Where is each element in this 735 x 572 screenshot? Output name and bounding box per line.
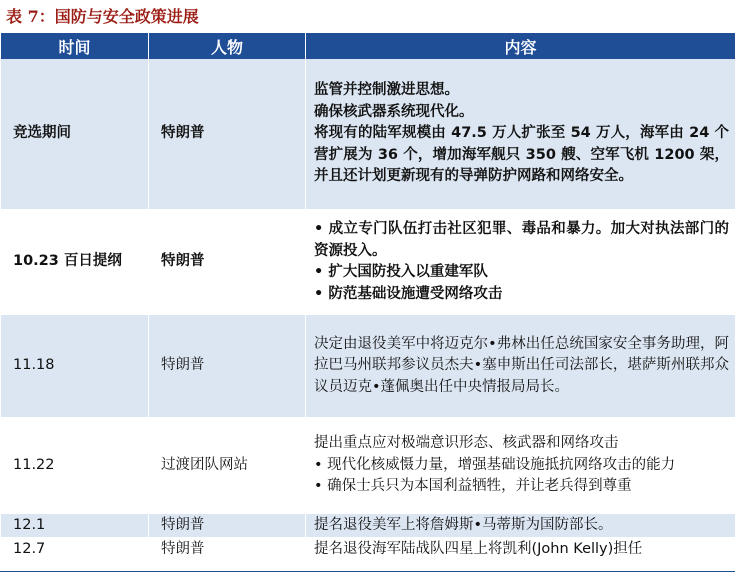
content-line: 提名退役海军陆战队四星上将凯利(John Kelly)担任 (314, 541, 643, 558)
table-caption: 表 7：国防与安全政策进展 (6, 7, 199, 26)
table-row (1, 59, 735, 210)
cell-time: 11.18 (1, 315, 149, 418)
cell-content (306, 514, 735, 538)
table-row (1, 538, 735, 563)
cell-person: 特朗普 (149, 538, 306, 563)
content-line: 确保核武器系统现代化。 (314, 103, 474, 120)
cell-person: 特朗普 (149, 210, 306, 315)
table-row (1, 315, 735, 418)
header-person: 人物 (149, 33, 306, 59)
content-line: • 现代化核威慑力量，增强基础设施抵抗网络攻击的能力 (314, 456, 676, 473)
cell-person: 特朗普 (149, 59, 306, 210)
cell-time: 竞选期间 (1, 59, 149, 210)
cell-time: 11.22 (1, 418, 149, 514)
table-row (1, 514, 735, 538)
content-line: • 确保士兵只为本国利益牺牲，并让老兵得到尊重 (314, 478, 632, 495)
header-time: 时间 (1, 33, 149, 59)
cell-content (306, 315, 735, 418)
cell-time: 10.23 百日提纲 (1, 210, 149, 315)
cell-content (306, 538, 735, 563)
cell-time: 12.1 (1, 514, 149, 538)
content-line: 决定由退役美军中将迈克尔•弗林出任总统国家安全事务助理，阿拉巴马州联邦参议员杰夫•塞申斯出任司法部长，堪萨斯州联邦众议员迈克•蓬佩奥出任中央情报局局长。 (314, 335, 729, 395)
content-line: 提出重点应对极端意识形态、核武器和网络攻击 (314, 435, 619, 452)
cell-person: 过渡团队网站 (149, 418, 306, 514)
policy-table (0, 33, 735, 563)
cell-time: 12.7 (1, 538, 149, 563)
content-line: 提名退役美军上将詹姆斯•马蒂斯为国防部长。 (314, 516, 613, 533)
cell-person: 特朗普 (149, 514, 306, 538)
cell-content (306, 210, 735, 315)
table-header-row (1, 33, 735, 59)
cell-person: 特朗普 (149, 315, 306, 418)
cell-content (306, 418, 735, 514)
header-content: 内容 (306, 33, 735, 59)
table-row (1, 418, 735, 514)
content-line: • 成立专门队伍打击社区犯罪、毒品和暴力。加大对执法部门的资源投入。 (314, 221, 729, 259)
content-line: • 防范基础设施遭受网络攻击 (314, 285, 503, 302)
content-line: • 扩大国防投入以重建军队 (314, 264, 488, 280)
cell-content (306, 59, 735, 210)
content-line: 将现有的陆军规模由 47.5 万人扩张至 54 万人，海军由 24 个营扩展为 36 个，增加海军舰只 350 艘、空军飞机 1200 架，并且还计划更新现有的导弹防护网路和网络安全。 (314, 125, 729, 185)
content-line: 监管并控制激进思想。 (314, 82, 459, 99)
table-row (1, 210, 735, 315)
